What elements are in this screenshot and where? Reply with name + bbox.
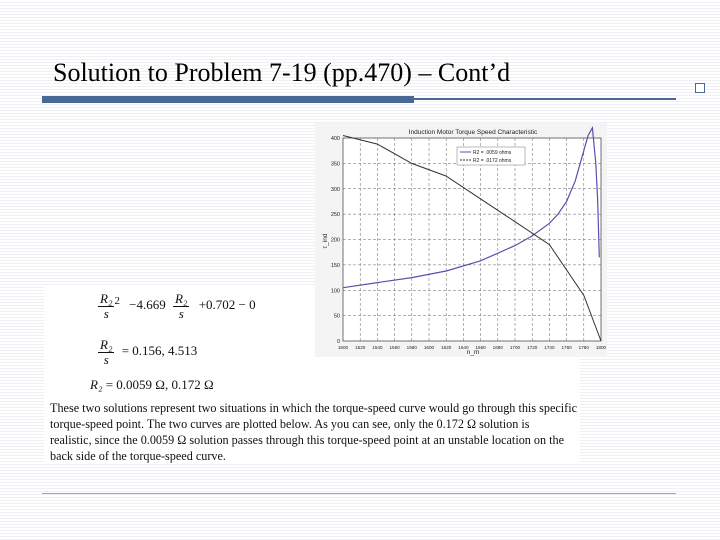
x-tick-label: 1540 (372, 345, 383, 350)
x-tick-label: 1780 (578, 345, 589, 350)
x-tick-label: 1640 (458, 345, 469, 350)
fraction-r2-over-s-2 (173, 292, 189, 321)
y-tick-label: 200 (330, 237, 340, 244)
x-tick-label: 1760 (561, 345, 572, 350)
fraction-r2-over-s (98, 292, 114, 321)
x-tick-label: 1620 (441, 345, 452, 350)
equation-r2-values (90, 377, 214, 393)
y-tick-label: 50 (333, 313, 340, 320)
equation-lhs: R₂ (90, 377, 103, 392)
paragraph-line: torque-speed point. The two curves are plotted below. As you can see, only the 0.172 Ω solution is (50, 417, 530, 431)
y-tick-label: 300 (330, 186, 340, 193)
slide-title: Solution to Problem 7-19 (pp.470) – Cont’d (53, 58, 511, 87)
chart-legend (457, 147, 525, 165)
chart-title: Induction Motor Torque Speed Characteristic (408, 129, 538, 136)
y-tick-label: 0 (336, 339, 340, 345)
chart-xlabel: n_m (466, 349, 480, 356)
x-tick-label: 1580 (406, 345, 417, 350)
x-tick-label: 1520 (355, 345, 366, 350)
y-tick-label: 150 (330, 262, 340, 269)
title-underline-thick (42, 96, 414, 103)
explanation-paragraph (50, 400, 578, 464)
paragraph-line: realistic, since the 0.0059 Ω solution passes through this torque-speed point at an unstable location on the (50, 433, 565, 447)
fraction-numerator: R₂ (100, 337, 113, 352)
equation-rhs: = 0.156, 4.513 (121, 343, 198, 359)
fraction-denominator: s (178, 306, 184, 321)
x-tick-label: 1500 (337, 345, 349, 350)
torque-speed-chart (315, 123, 607, 357)
x-tick-label: 1800 (595, 345, 607, 350)
fraction-numerator: R₂ (174, 291, 188, 306)
exponent: 2 (114, 295, 120, 308)
x-tick-label: 1600 (423, 345, 435, 350)
chart-ylabel: τ_ind (322, 233, 329, 249)
x-tick-label: 1700 (509, 345, 521, 350)
coefficient: −4.669 (129, 297, 166, 313)
bullet-square-icon (695, 83, 705, 93)
fraction-numerator: R₂ (100, 291, 113, 306)
equation-rhs: = 0.0059 Ω, 0.172 Ω (105, 377, 214, 392)
equation-quadratic (98, 292, 256, 321)
footer-rule (42, 493, 676, 494)
fraction-denominator: s (103, 306, 109, 321)
x-tick-label: 1560 (389, 345, 400, 350)
y-tick-label: 350 (330, 161, 340, 168)
fraction-r2-over-s-3 (98, 338, 114, 367)
x-tick-label: 1660 (475, 345, 486, 350)
equation-solutions (98, 338, 197, 367)
x-tick-label: 1740 (544, 345, 555, 350)
y-tick-label: 250 (330, 212, 340, 219)
legend-label-r2-0172: R2 = .0172 ohms (473, 158, 512, 164)
paragraph-line: These two solutions represent two situations in which the torque-speed curve would go through this specific (50, 401, 578, 415)
x-tick-label: 1680 (492, 345, 503, 350)
title-underline-thin (414, 98, 676, 100)
y-tick-label: 400 (330, 136, 340, 142)
equation-tail: +0.702 − 0 (198, 297, 256, 313)
fraction-denominator: s (103, 352, 109, 367)
legend-label-r2-0059: R2 = .0059 ohms (473, 150, 512, 156)
y-tick-label: 100 (330, 288, 340, 295)
x-tick-label: 1720 (527, 345, 538, 350)
paragraph-line: back side of the torque-speed curve. (50, 449, 226, 463)
chart-svg (315, 123, 607, 357)
